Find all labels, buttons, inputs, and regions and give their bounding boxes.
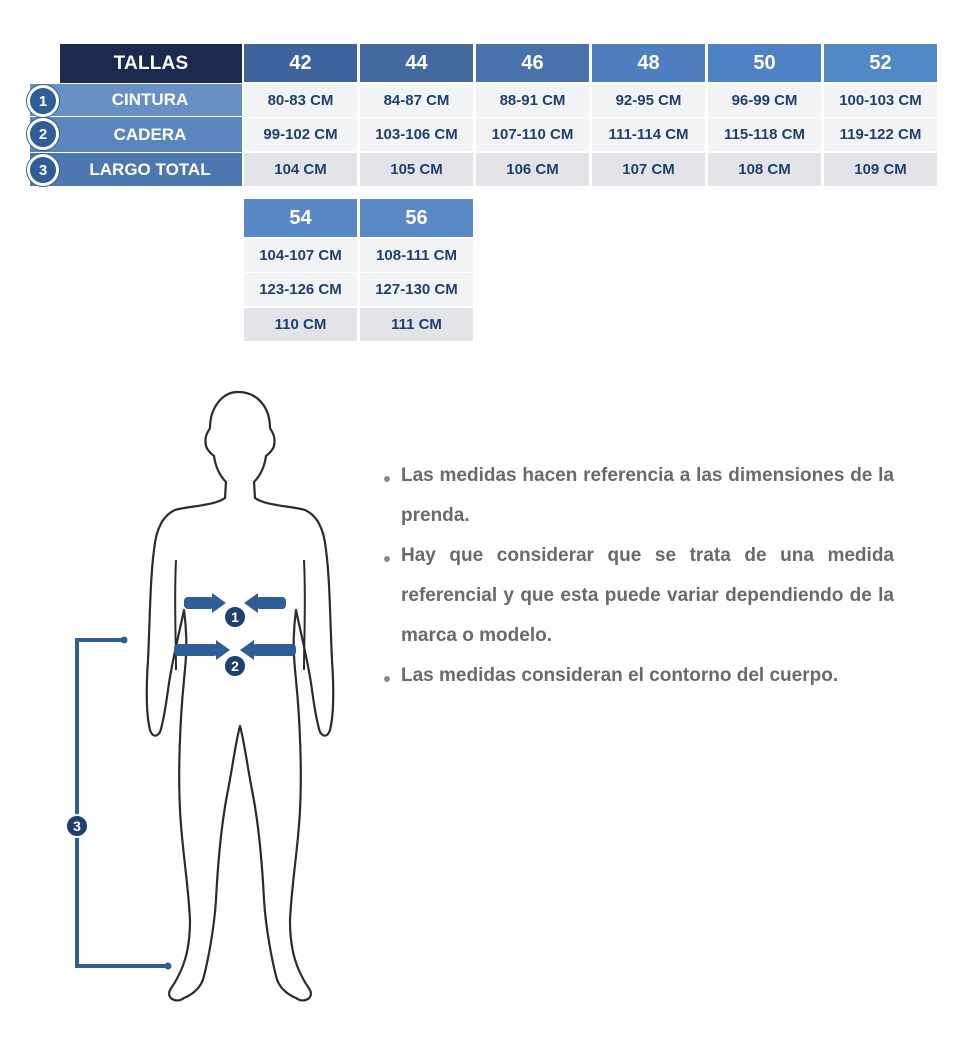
- size-header-52: 52: [824, 44, 937, 82]
- size-46-value-2: 107-110 CM: [476, 118, 589, 151]
- size-header-42: 42: [244, 44, 357, 82]
- size-header-54: 54: [244, 199, 357, 237]
- row-number-3-badge: 3: [27, 154, 59, 186]
- size-44-value-1: 84-87 CM: [360, 84, 473, 117]
- svg-text:1: 1: [231, 609, 239, 625]
- size-54-value-1: 104-107 CM: [244, 239, 357, 272]
- size-42-value-1: 80-83 CM: [244, 84, 357, 117]
- size-52-value-2: 119-122 CM: [824, 118, 937, 151]
- size-header-46: 46: [476, 44, 589, 82]
- size-46-value-1: 88-91 CM: [476, 84, 589, 117]
- svg-text:2: 2: [231, 658, 239, 674]
- size-50-value-1: 96-99 CM: [708, 84, 821, 117]
- size-52-value-3: 109 CM: [824, 153, 937, 186]
- row-number-2-badge: 2: [27, 118, 59, 150]
- row-label-cintura: CINTURA: [30, 84, 242, 116]
- marker-3: [66, 815, 88, 837]
- note-item: Las medidas consideran el contorno del cuerpo.: [384, 656, 894, 696]
- size-50-value-3: 108 CM: [708, 153, 821, 186]
- marker-2: [224, 655, 246, 677]
- row-label-largo-total: LARGO TOTAL: [30, 153, 242, 186]
- size-44-value-3: 105 CM: [360, 153, 473, 186]
- size-56-value-1: 108-111 CM: [360, 239, 473, 272]
- size-42-value-2: 99-102 CM: [244, 118, 357, 151]
- size-48-value-3: 107 CM: [592, 153, 705, 186]
- size-44-value-2: 103-106 CM: [360, 118, 473, 151]
- size-header-50: 50: [708, 44, 821, 82]
- size-header-48: 48: [592, 44, 705, 82]
- size-46-value-3: 106 CM: [476, 153, 589, 186]
- size-56-value-2: 127-130 CM: [360, 273, 473, 306]
- body-silhouette: [147, 392, 334, 1000]
- size-48-value-1: 92-95 CM: [592, 84, 705, 117]
- marker-1: [224, 606, 246, 628]
- size-header-56: 56: [360, 199, 473, 237]
- size-54-value-3: 110 CM: [244, 308, 357, 341]
- row-number-1-badge: 1: [27, 85, 59, 117]
- size-42-value-3: 104 CM: [244, 153, 357, 186]
- size-50-value-2: 115-118 CM: [708, 118, 821, 151]
- size-52-value-1: 100-103 CM: [824, 84, 937, 117]
- note-item: Hay que considerar que se trata de una medida referencial y que esta puede variar dependiendo de la marca o modelo.: [384, 536, 894, 656]
- note-item: Las medidas hacen referencia a las dimensiones de la prenda.: [384, 456, 894, 536]
- row-label-cadera: CADERA: [30, 117, 242, 152]
- size-54-value-2: 123-126 CM: [244, 273, 357, 306]
- size-56-value-3: 111 CM: [360, 308, 473, 341]
- size-header-44: 44: [360, 44, 473, 82]
- size-48-value-2: 111-114 CM: [592, 118, 705, 151]
- tallas-header: TALLAS: [60, 44, 242, 83]
- measurement-notes: [384, 456, 894, 696]
- svg-text:3: 3: [73, 818, 81, 834]
